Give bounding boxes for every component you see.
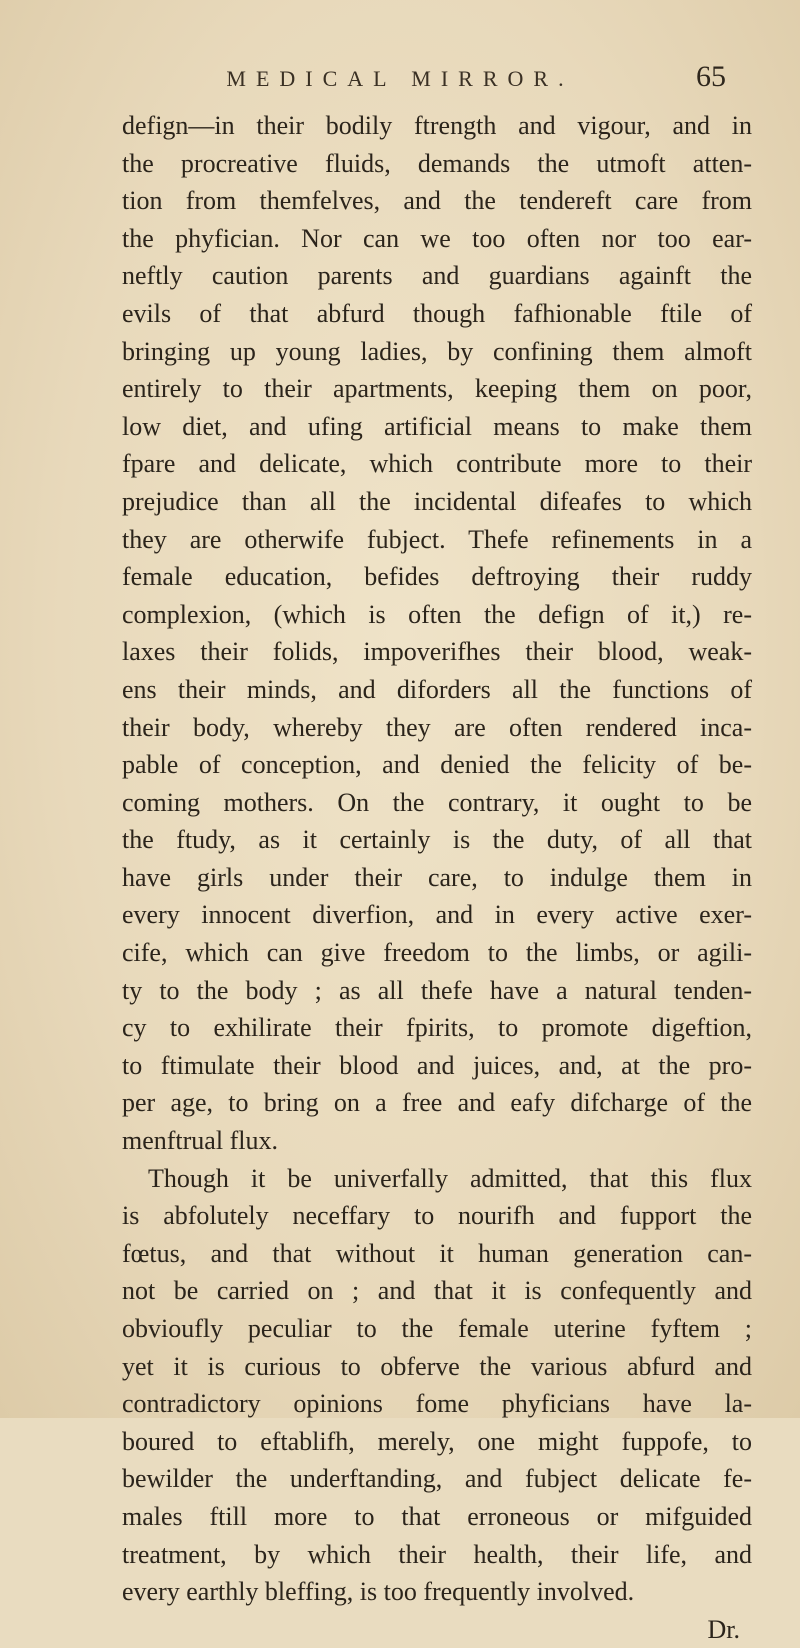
- text-line: evils of that abfurd though fafhionable ftile of: [122, 298, 752, 328]
- paragraph-end-line: every earthly bleffing, is too frequently involved.: [122, 1577, 635, 1607]
- catchword: Dr.: [707, 1614, 740, 1644]
- paragraph-end-line: menftrual flux.: [122, 1126, 278, 1156]
- text-line: males ftill more to that erroneous or mifguided: [122, 1501, 752, 1531]
- text-line: bewilder the underftanding, and fubject delicate fe-: [122, 1464, 752, 1494]
- text-line: boured to eftablifh, merely, one might fuppofe, to: [122, 1426, 752, 1456]
- text-line: pable of conception, and denied the felicity of be-: [122, 750, 752, 780]
- text-line: ens their minds, and diforders all the functions of: [122, 674, 752, 704]
- running-title: MEDICAL MIRROR.: [226, 66, 574, 91]
- text-line: have girls under their care, to indulge them in: [122, 862, 752, 892]
- text-line: fpare and delicate, which contribute more to their: [122, 449, 752, 479]
- text-line: bringing up young ladies, by confining them almoft: [122, 336, 752, 366]
- text-line: cy to exhilirate their fpirits, to promote digeftion,: [122, 1013, 752, 1043]
- text-line: they are otherwife fubject. Thefe refinements in a: [122, 524, 752, 554]
- text-line: per age, to bring on a free and eafy difcharge of the: [122, 1088, 752, 1118]
- text-line: their body, whereby they are often rendered inca-: [122, 712, 752, 742]
- text-line: defign—in their bodily ftrength and vigour, and in: [122, 111, 752, 140]
- text-line: complexion, (which is often the defign of it,) re-: [122, 599, 752, 629]
- text-line: every innocent diverfion, and in every active exer-: [122, 900, 752, 930]
- text-line: low diet, and ufing artificial means to make them: [122, 411, 752, 441]
- text-line: entirely to their apartments, keeping them on poor,: [122, 374, 752, 404]
- page-number: 65: [696, 60, 726, 93]
- text-line: cife, which can give freedom to the limbs, or agili-: [122, 938, 752, 968]
- text-line: not be carried on ; and that it is confequently and: [122, 1276, 752, 1306]
- text-line: fœtus, and that without it human generation can-: [122, 1238, 752, 1268]
- text-line: ty to the body ; as all thefe have a natural tenden-: [122, 975, 752, 1005]
- text-line: the ftudy, as it certainly is the duty, of all that: [122, 825, 752, 855]
- text-line: the procreative fluids, demands the utmoft atten-: [122, 148, 752, 178]
- text-line: tion from themfelves, and the tendereft care from: [122, 186, 752, 216]
- text-line: contradictory opinions fome phyficians have la-: [122, 1389, 752, 1419]
- text-line: female education, befides deftroying their ruddy: [122, 562, 752, 592]
- text-line: is abfolutely neceffary to nourifh and fupport the: [122, 1201, 752, 1231]
- text-line: neftly caution parents and guardians againft the: [122, 261, 752, 291]
- text-line: coming mothers. On the contrary, it ought to be: [122, 787, 752, 817]
- running-head: [120, 60, 740, 100]
- paragraph-start-line: Though it be univerfally admitted, that this flux: [148, 1163, 752, 1193]
- body-text: [122, 107, 752, 1648]
- text-line: yet it is curious to obferve the various abfurd and: [122, 1351, 752, 1381]
- text-line: prejudice than all the incidental difeafes to which: [122, 486, 752, 516]
- text-line: treatment, by which their health, their life, and: [122, 1539, 752, 1569]
- text-line: the phyfician. Nor can we too often nor too ear-: [122, 223, 752, 253]
- text-line: laxes their folids, impoverifhes their blood, weak-: [122, 637, 752, 667]
- text-line: to ftimulate their blood and juices, and, at the pro-: [122, 1050, 752, 1080]
- text-line: obvioufly peculiar to the female uterine fyftem ;: [122, 1314, 752, 1343]
